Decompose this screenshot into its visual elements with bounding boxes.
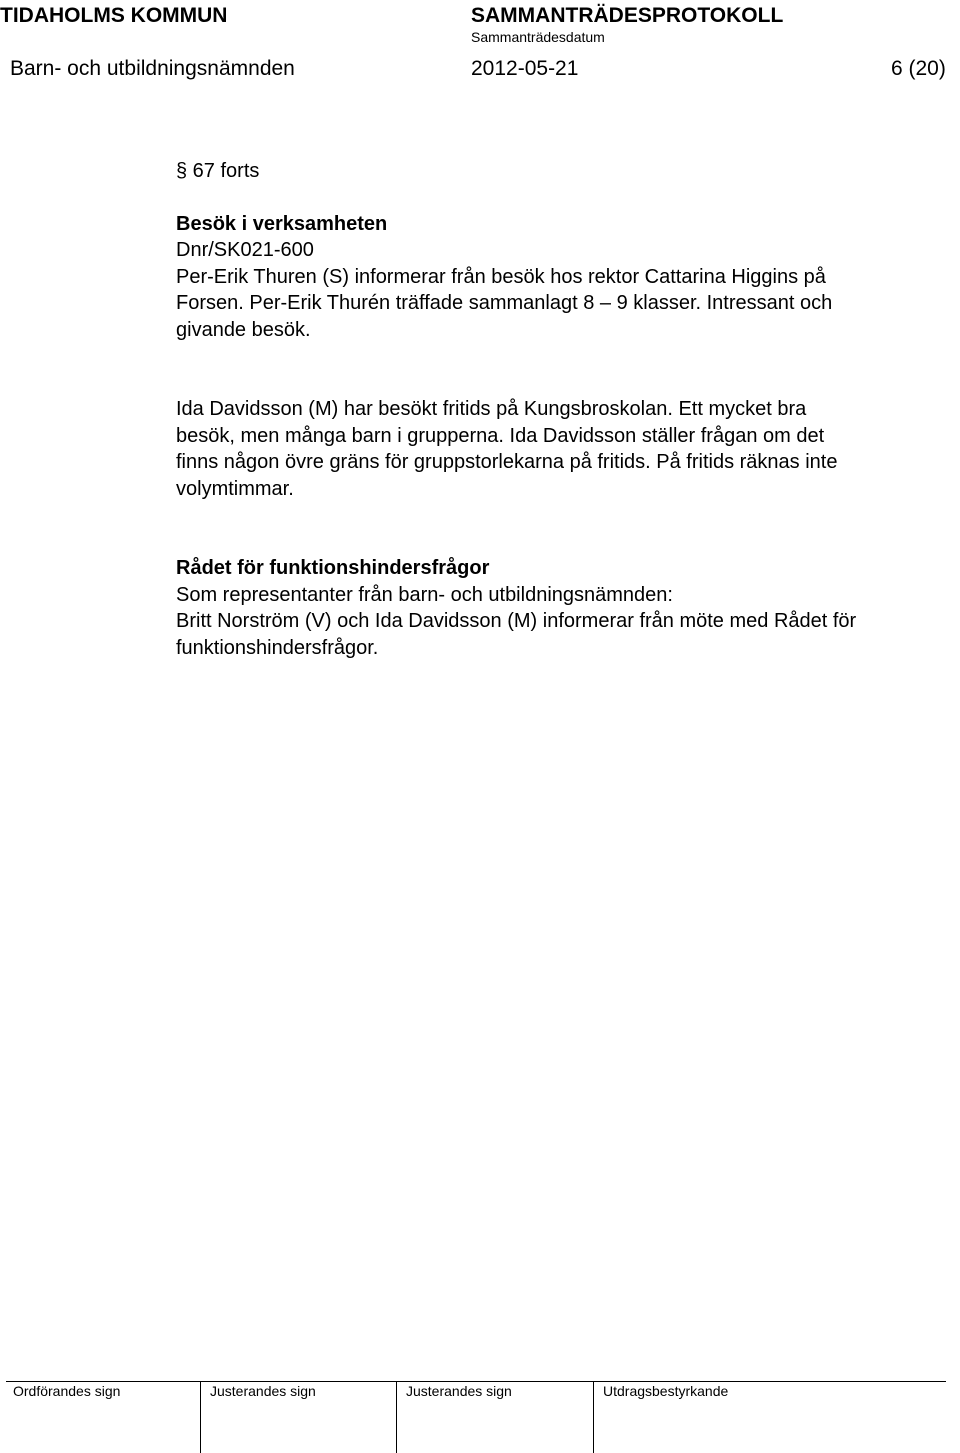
footer-divider — [593, 1381, 594, 1453]
extract-certification-label: Utdragsbestyrkande — [603, 1383, 729, 1399]
paragraph-line: besök, men många barn i grupperna. Ida Davidsson ställer frågan om det — [176, 424, 825, 447]
paragraph-line: Som representanter från barn- och utbildningsnämnden: — [176, 583, 673, 606]
protocol-body — [176, 158, 960, 661]
date-label: Sammanträdesdatum — [471, 29, 605, 45]
paragraph-line: volymtimmar. — [176, 477, 294, 500]
adjuster-signature-label-2: Justerandes sign — [406, 1383, 512, 1399]
dnr-reference: Dnr/SK021-600 — [176, 239, 314, 261]
paragraph-line: Ida Davidsson (M) har besökt fritids på Kungsbroskolan. Ett mycket bra — [176, 398, 807, 420]
footer-divider — [396, 1381, 397, 1453]
footer-rule — [6, 1381, 946, 1382]
section-number: § 67 forts — [176, 160, 260, 182]
signature-footer — [0, 1380, 960, 1453]
chair-signature-label: Ordförandes sign — [13, 1383, 121, 1399]
municipality-name: TIDAHOLMS KOMMUN — [0, 4, 228, 27]
paragraph-line: Forsen. Per-Erik Thurén träffade sammanlagt 8 – 9 klasser. Intressant och — [176, 292, 833, 314]
topic-title-visit: Besök i verksamheten — [176, 212, 388, 235]
committee-name: Barn- och utbildningsnämnden — [10, 57, 295, 80]
meeting-date: 2012-05-21 — [471, 57, 579, 80]
paragraph-line: Britt Norström (V) och Ida Davidsson (M) informerar från möte med Rådet för — [176, 610, 857, 632]
paragraph-line: funktionshindersfrågor. — [176, 636, 379, 659]
protocol-title: SAMMANTRÄDESPROTOKOLL — [471, 4, 784, 27]
paragraph-line: finns någon övre gräns för gruppstorlekarna på fritids. På fritids räknas inte — [176, 451, 838, 473]
adjuster-signature-label-1: Justerandes sign — [210, 1383, 316, 1399]
topic-title-council: Rådet för funktionshindersfrågor — [176, 557, 490, 579]
page-number: 6 (20) — [891, 57, 946, 80]
paragraph-line: Per-Erik Thuren (S) informerar från besök hos rektor Cattarina Higgins på — [176, 265, 826, 288]
paragraph-line: givande besök. — [176, 318, 311, 341]
footer-divider — [200, 1381, 201, 1453]
